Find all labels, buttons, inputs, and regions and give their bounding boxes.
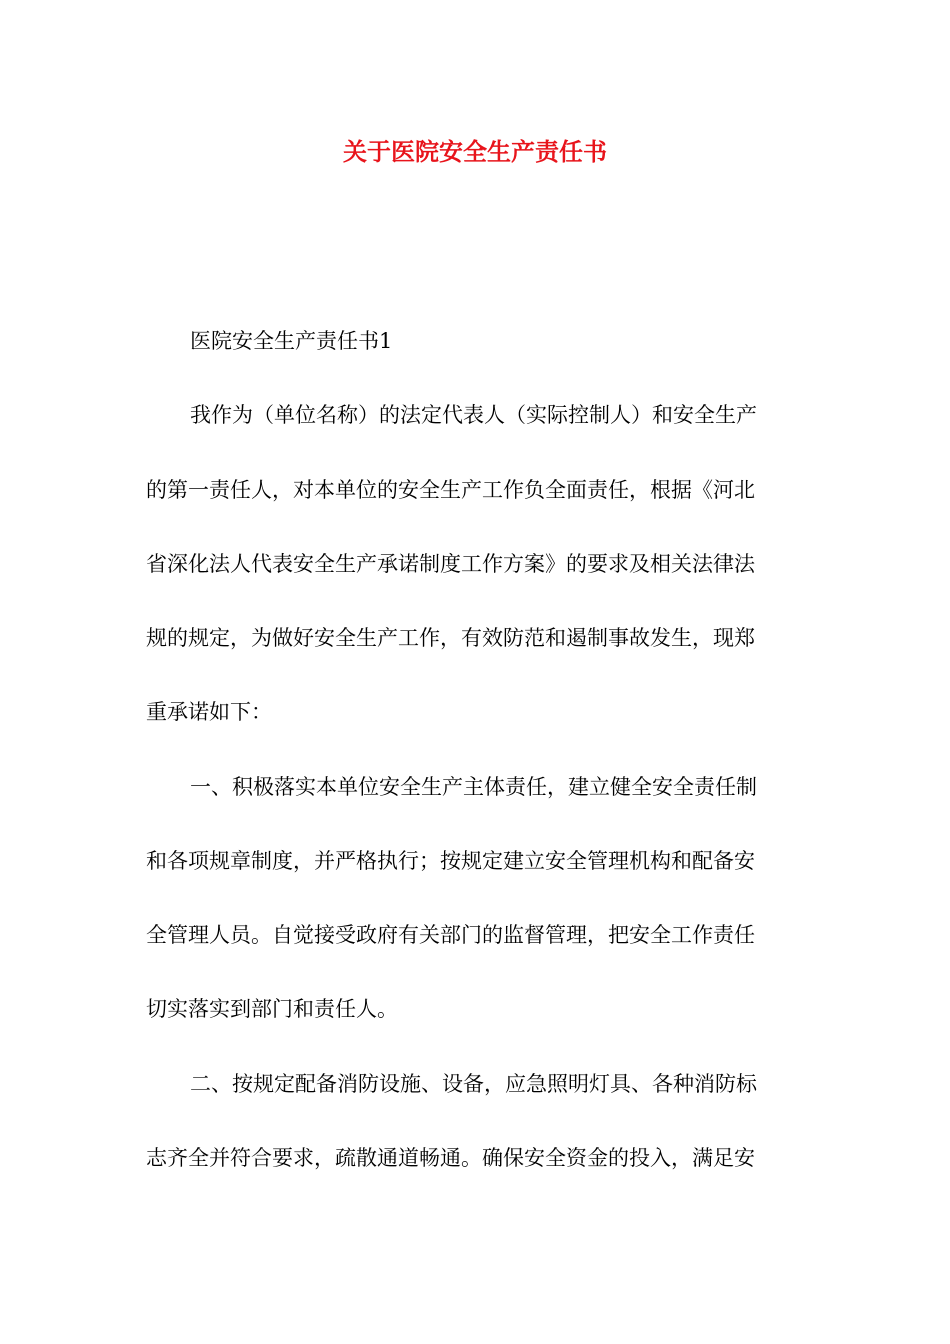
paragraph-1-line-1: 我作为（单位名称）的法定代表人（实际控制人）和安全生产 [190,403,757,427]
paragraph-2-line-3: 全管理人员。自觉接受政府有关部门的监督管理，把安全工作责任 [146,923,755,947]
paragraph-2-line-1: 一、积极落实本单位安全生产主体责任，建立健全安全责任制 [190,775,757,799]
paragraph-1-line-5: 重承诺如下： [146,700,272,724]
paragraph-3-line-2: 志齐全并符合要求，疏散通道畅通。确保安全资金的投入，满足安 [146,1146,755,1170]
paragraph-2-line-4: 切实落实到部门和责任人。 [146,997,398,1021]
paragraph-2-line-2: 和各项规章制度，并严格执行；按规定建立安全管理机构和配备安 [146,849,755,873]
paragraph-1-line-2: 的第一责任人，对本单位的安全生产工作负全面责任，根据《河北 [146,478,755,502]
paragraph-3-line-1: 二、按规定配备消防设施、设备，应急照明灯具、各种消防标 [190,1072,757,1096]
paragraph-1-line-4: 规的规定，为做好安全生产工作，有效防范和遏制事故发生，现郑 [146,626,755,650]
section-heading: 医院安全生产责任书1 [190,329,393,353]
paragraph-1-line-3: 省深化法人代表安全生产承诺制度工作方案》的要求及相关法律法 [146,552,755,576]
document-title: 关于医院安全生产责任书 [343,137,607,166]
